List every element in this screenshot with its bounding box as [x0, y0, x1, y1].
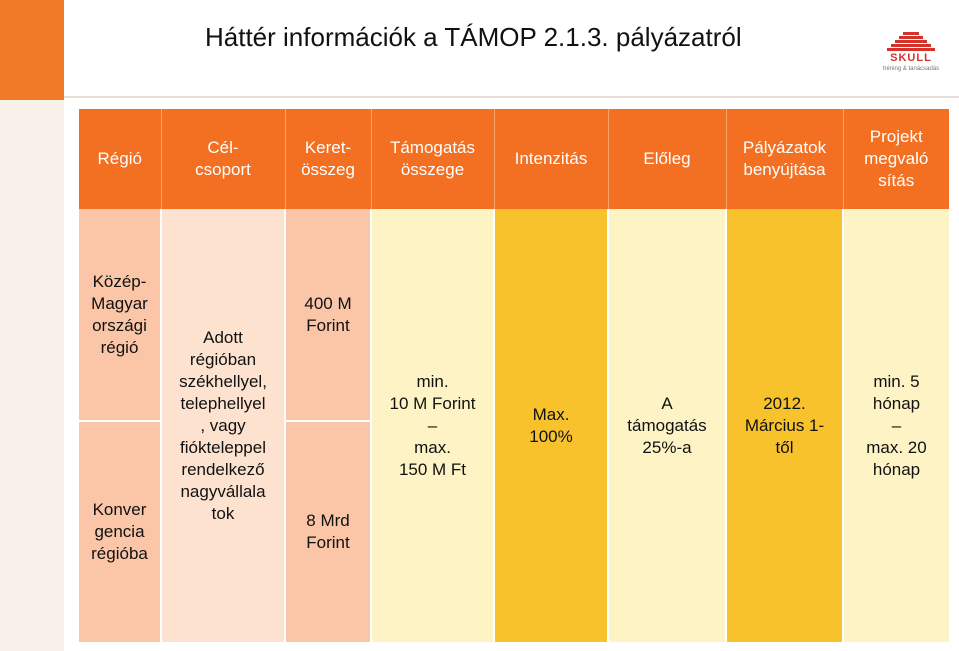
region-cell-central: Közép- Magyar országi régió [79, 209, 161, 421]
header-implementation: Projekt megvaló sítás [843, 109, 949, 209]
header-support-amount: Támogatás összege [371, 109, 494, 209]
frame-amount-cell-2: 8 Mrd Forint [285, 421, 371, 642]
frame-amount-cell-1: 400 M Forint [285, 209, 371, 421]
logo-tagline: tréning & tanácsadás [882, 66, 940, 72]
header-region: Régió [79, 109, 161, 209]
target-group-cell: Adott régióban székhellyel, telephellyel , vagy fiókteleppel rendelkező nagyvállala tok [161, 209, 285, 642]
implementation-cell: min. 5 hónap – max. 20 hónap [843, 209, 949, 642]
header-intensity: Intenzitás [494, 109, 608, 209]
intensity-cell: Max. 100% [494, 209, 608, 642]
region-cell-convergence: Konver gencia régióba [79, 421, 161, 642]
submission-cell: 2012. Március 1- től [726, 209, 843, 642]
decorative-side-panel [0, 100, 64, 651]
header-target-group: Cél- csoport [161, 109, 285, 209]
header-submission: Pályázatok benyújtása [726, 109, 843, 209]
header-advance: Előleg [608, 109, 726, 209]
info-table [79, 109, 949, 642]
table-header-row [79, 109, 949, 209]
table-row [79, 209, 949, 421]
support-amount-cell: min. 10 M Forint – max. 150 M Ft [371, 209, 494, 642]
divider [64, 96, 959, 98]
skull-logo-icon [866, 30, 956, 70]
advance-cell: A támogatás 25%-a [608, 209, 726, 642]
decorative-side-bar [0, 0, 64, 100]
page-title: Háttér információk a TÁMOP 2.1.3. pályázatról [205, 22, 742, 52]
logo-name: SKULL [890, 52, 932, 64]
header-frame-amount: Keret- összeg [285, 109, 371, 209]
